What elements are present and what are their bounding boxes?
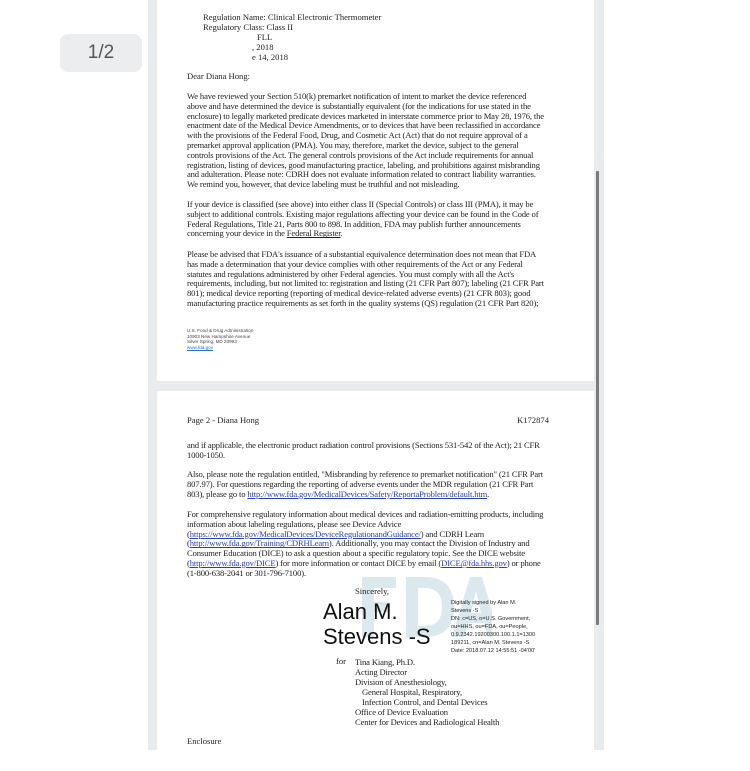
text-line: (https://www.fda.gov/MedicalDevices/DeviceRegulationandGuidance/) and CDRH Learn	[187, 528, 484, 539]
text-line: and adulteration. Please note: CDRH does not evaluate information related to contract liability warranties.	[187, 169, 536, 180]
dice-email-link[interactable]: DICE@fda.hhs.gov	[441, 557, 507, 568]
text-line: concerning your device in the Federal Register.	[187, 228, 343, 239]
text-line: Infection Control, and Dental Devices	[362, 697, 488, 707]
text-line: 803), please go to http://www.fda.gov/MedicalDevices/Safety/ReportaProblem/default.htm.	[187, 488, 490, 499]
page-header: Page 2 - Diana Hong	[187, 415, 260, 425]
dice-website-link[interactable]: http://www.fda.gov/DICE	[189, 557, 276, 568]
text-line: U.S. Food & Drug Administration	[187, 328, 254, 333]
text-line: Date: 2018.07.12 14:55:51 -04'00'	[451, 648, 536, 654]
text-line: We remind you, however, that device labeling must be truthful and not misleading.	[187, 179, 460, 190]
text-line: 1000-1050.	[187, 449, 225, 460]
text-line: Division of Anesthesiology,	[355, 677, 447, 687]
text-line: Also, please note the regulation entitled, "Misbranding by reference to premarket notification" (21 CFR Part	[187, 469, 543, 479]
salutation: Dear Diana Hong:	[187, 71, 250, 81]
text-line: Consumer Education (DICE) to ask a question about a specific regulatory topic. See the DICE website	[187, 548, 525, 559]
digital-signature-details	[451, 599, 535, 655]
device-advice-link[interactable]: https://www.fda.gov/MedicalDevices/DeviceRegulationandGuidance/	[189, 528, 421, 539]
text-line: 0.9.2342.19200300.100.1.1=1300	[451, 632, 536, 638]
text-line: For comprehensive regulatory information about medical devices and radiation-emitting products, including	[187, 509, 544, 519]
text-line: If your device is classified (see above) into either class II (Special Controls) or class III (PMA), it may be	[187, 199, 534, 209]
report-problem-link[interactable]: http://www.fda.gov/MedicalDevices/Safety/ReportaProblem/default.htm	[247, 488, 488, 499]
document-viewer[interactable]	[148, 0, 604, 750]
regulatory-class: Regulatory Class: Class II	[203, 22, 293, 32]
dated-line: , 2018	[252, 42, 274, 52]
text-line: We have reviewed your Section 510(k) premarket notification of intent to market the device referenced	[187, 91, 527, 101]
text-line: controls provisions of the Act. The general controls provisions of the Act include requirements for annual	[187, 149, 534, 160]
paragraph-2	[187, 470, 587, 499]
for-label: for	[336, 656, 347, 666]
text-line: Please be advised that FDA's issuance of a substantial equivalence determination does not mean that FDA	[187, 249, 537, 259]
text-line: 189211, cn=Alan M. Stevens -S	[451, 640, 530, 646]
text-line: (http://www.fda.gov/Training/CDRHLearn). Additionally, you may contact the Division of Industry and	[187, 538, 530, 549]
text-line: above and have determined the device is substantially equivalent (for the indications for use stated in the	[187, 100, 531, 111]
text-line: (http://www.fda.gov/DICE) for more information or contact DICE by email (DICE@fda.hhs.gov) or phone	[187, 557, 541, 568]
text-line: Office of Device Evaluation	[355, 707, 448, 717]
text-line: Stevens -S	[451, 608, 479, 614]
page-2	[157, 391, 594, 771]
fda-website-link[interactable]: www.fda.gov	[187, 344, 214, 350]
text-line: 10903 New Hampshire Avenue	[187, 333, 251, 339]
scrollbar[interactable]	[596, 171, 599, 625]
text-line: enactment date of the Medical Device Amendments, or to devices that have been reclassified in accordance	[187, 120, 541, 131]
paragraph-2	[187, 200, 587, 239]
federal-register-link[interactable]: Federal Register	[286, 228, 341, 239]
text-line: Acting Director	[355, 667, 407, 677]
text-line: General Hospital, Respiratory,	[362, 687, 462, 697]
text-line: 807.97). For questions regarding the reporting of adverse events under the MDR regulation (21 CFR Part	[187, 478, 534, 489]
text-line: registration, listing of devices, good manufacturing practice, labeling, and prohibitions against misbranding	[187, 159, 540, 170]
page-indicator: 1/2	[60, 34, 142, 72]
text-line: Federal Regulations, Title 21, Parts 800 to 898. In addition, FDA may publish further announcements	[187, 218, 521, 229]
text-line: and if applicable, the electronic product radiation control provisions (Sections 531-542 of the Act); 21 CFR	[187, 440, 540, 450]
text-line: requirements, including, but not limited to: registration and listing (21 CFR Part 807); labeling (21 CFR Part	[187, 278, 544, 289]
text-line: (1-800-638-2041 or 301-796-7100).	[187, 567, 306, 578]
text-line: DN: c=US, o=U.S. Government,	[451, 616, 531, 622]
text-line: subject to additional controls. Existing major regulations affecting your device can be found in the Code of	[187, 208, 539, 219]
paragraph-1	[187, 92, 587, 190]
enclosure-label: Enclosure	[187, 736, 222, 746]
text-line: enclosure) to legally marketed predicate devices marketed in interstate commerce prior to May 28, 1976, the	[187, 110, 544, 121]
text-line: with the provisions of the Federal Food, Drug, and Cosmetic Act (Act) that do not require approval of a	[187, 130, 528, 141]
text-line: premarket approval application (PMA). You may, therefore, market the device, subject to the general	[187, 139, 519, 150]
text-line: Silver Spring, MD 20993	[187, 339, 237, 345]
paragraph-3	[187, 510, 587, 579]
k-number: K172874	[517, 415, 549, 425]
paragraph-3	[187, 250, 587, 309]
text-line: Center for Devices and Radiological Health	[355, 717, 500, 727]
regulation-name: Regulation Name: Clinical Electronic Thermometer	[203, 12, 382, 22]
text-line: has made a determination that your device complies with other requirements of the Act or any Federal	[187, 258, 523, 269]
closing: Sincerely,	[355, 586, 390, 596]
page-1	[157, 0, 594, 381]
signature-name-line1: Alan M.	[323, 599, 398, 624]
paragraph-1	[187, 441, 587, 461]
text-line: information about labeling regulations, please see Device Advice	[187, 518, 402, 529]
text-line: Digitally signed by Alan M.	[451, 600, 517, 606]
text-line: manufacturing practice requirements as set forth in the quality systems (QS) regulation (21 CFR Part 820);	[187, 297, 539, 308]
product-code: FLL	[257, 32, 273, 42]
text-line: ou=HHS, ou=FDA, ou=People,	[451, 624, 528, 630]
text-line: Tina Kiang, Ph.D.	[355, 657, 415, 667]
text-line: statutes and regulations administered by other Federal agencies. You must comply with all the Act's	[187, 268, 515, 279]
text-line: 801); medical device reporting (reporting of medical device-related adverse events) (21 CFR 803); good	[187, 288, 531, 299]
cdrh-learn-link[interactable]: http://www.fda.gov/Training/CDRHLearn	[189, 538, 329, 549]
received-line: e 14, 2018	[252, 52, 289, 62]
signatory-block	[355, 657, 555, 727]
signature-name-line2: Stevens -S	[323, 624, 431, 649]
fda-address	[187, 328, 253, 350]
